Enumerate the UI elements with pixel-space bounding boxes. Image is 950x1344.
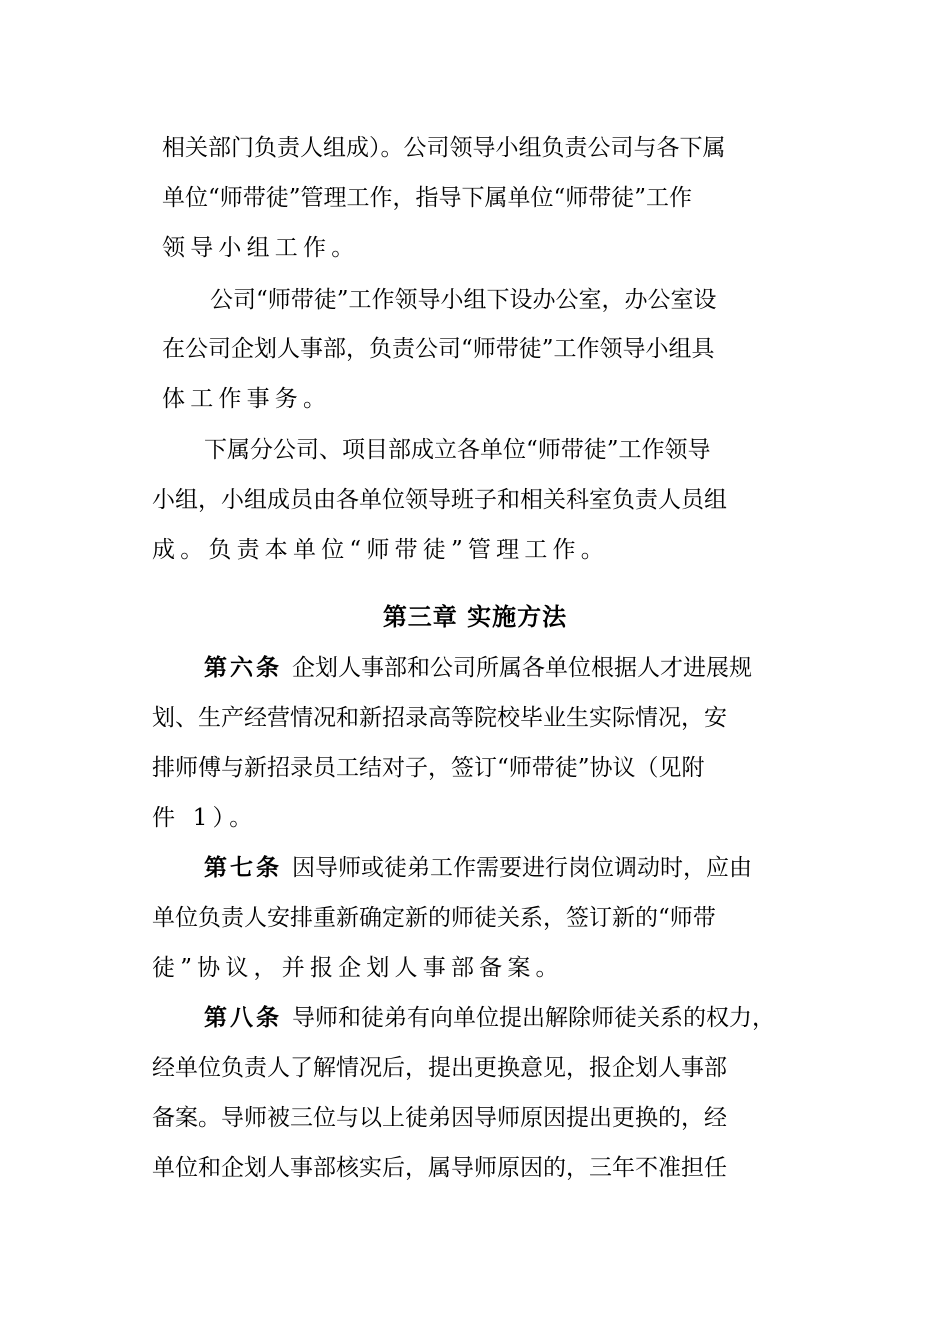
text-line: 单位负责人安排重新确定新的师徒关系，签订新的“师带	[152, 905, 716, 931]
text-line: 下属分公司、项目部成立各单位“师带徒”工作领导	[204, 437, 711, 463]
article-text: 导师和徒弟有向单位提出解除师徒关系的权力，	[292, 1005, 775, 1031]
text-line: 划、生产经营情况和新招录高等院校毕业生实际情况，安	[152, 705, 727, 731]
text-line: 排师傅与新招录员工结对子，签订“师带徒”协议（见附	[152, 755, 705, 781]
article-label: 第七条	[204, 854, 282, 881]
chapter-heading: 第三章 实施方法	[382, 602, 568, 631]
article-label: 第六条	[204, 654, 282, 681]
text-line: 体工作事务。	[162, 386, 332, 412]
text-line: 经单位负责人了解情况后，提出更换意见，报企划人事部	[152, 1055, 727, 1081]
article-first-line	[204, 653, 802, 683]
text-line: 小组，小组成员由各单位领导班子和相关科室负责人员组	[152, 487, 727, 513]
text-line: 领导小组工作。	[162, 235, 360, 261]
article-first-line	[204, 853, 802, 883]
text-line: 成。负责本单位“师带徒”管理工作。	[152, 537, 609, 563]
text-line: 备案。导师被三位与以上徒弟因导师原因提出更换的，经	[152, 1105, 727, 1131]
text-line: 相关部门负责人组成）。公司领导小组负责公司与各下属	[162, 135, 726, 161]
text-line: 件 1）。	[152, 805, 258, 831]
text-line: 单位和企划人事部核实后，属导师原因的，三年不准担任	[152, 1155, 727, 1181]
article-text: 企划人事部和公司所属各单位根据人才进展规	[292, 655, 752, 681]
text-line: 徒”协议，并报企划人事部备案。	[152, 955, 564, 981]
article-first-line	[204, 1003, 814, 1033]
text-line: 在公司企划人事部，负责公司“师带徒”工作领导小组具	[162, 336, 715, 362]
text-line: 单位“师带徒”管理工作，指导下属单位“师带徒”工作	[162, 185, 693, 211]
text-line: 公司“师带徒”工作领导小组下设办公室，办公室设	[210, 287, 717, 313]
article-label: 第八条	[204, 1004, 282, 1031]
article-text: 因导师或徒弟工作需要进行岗位调动时，应由	[292, 855, 752, 881]
